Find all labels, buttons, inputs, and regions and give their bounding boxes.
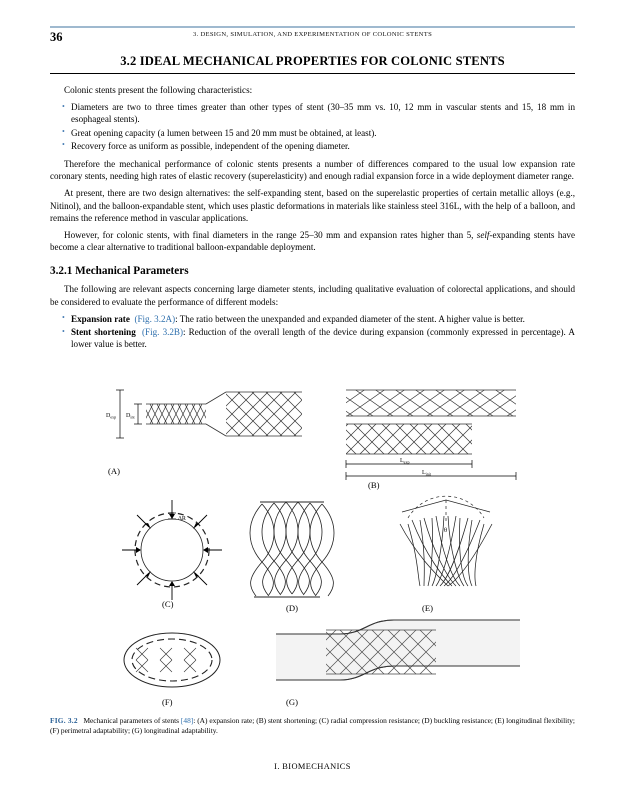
subsection-intro: The following are relevant aspects concerning large diameter stents, including qualitative evaluation of colorectal applications, and should be considered to evaluate the performance of different models: xyxy=(50,284,575,307)
panel-e-longitudinal-flexibility xyxy=(400,496,492,586)
panel-label-a: (A) xyxy=(108,466,120,476)
section-intro: Colonic stents present the following characteristics: xyxy=(64,85,253,95)
panel-f-perimetral-adaptability xyxy=(124,633,220,707)
list-item: • Great opening capacity (a lumen between 15 and 20 mm must be obtained, at least). xyxy=(62,127,575,139)
panel-g-longitudinal-adaptability xyxy=(276,620,520,707)
citation-link[interactable]: [48] xyxy=(180,716,194,725)
list-item: • Diameters are two to three times greater than other types of stent (30–35 mm vs. 10, 12 mm in vascular stents and 15, 18 mm in esophageal stents). xyxy=(62,101,575,125)
label-l-exp: $L_{exp}$ xyxy=(400,458,410,465)
mechanical-parameters-list xyxy=(50,313,575,351)
panel-label-b: (B) xyxy=(368,480,380,490)
page-number: 36 xyxy=(50,30,63,44)
panel-label-d: (D) xyxy=(286,603,298,613)
label-delta-r: ΔR xyxy=(178,516,186,522)
parameter-term: Stent shortening xyxy=(71,327,136,338)
label-d-int: $D_{int}$ xyxy=(126,413,135,420)
characteristics-list xyxy=(50,101,575,152)
list-item xyxy=(62,326,575,350)
figure-label: FIG. 3.2 xyxy=(50,716,78,725)
paragraph-1: Therefore the mechanical performance of colonic stents presents a number of differences compared to the usual low expansion rate coronary stents, needing high rates of elastic recovery (superelasticity) and enough radial expansion force in a wide deployment diameter range. xyxy=(50,159,575,182)
label-theta: θ xyxy=(444,527,448,534)
figure-reference-link[interactable]: (Fig. 3.2A) xyxy=(134,313,176,324)
label-l-init: $L_{init}$ xyxy=(422,470,432,477)
paragraph-2: At present, there are two design alternatives: the self-expanding stent, based on the superelastic properties of certain metallic alloys (e.g., Nitinol), and the balloon-expandable stent, which uses plastic deformations in materials like stainless steel 316L, with the help of a balloon, and remains the reference method in vascular applications. xyxy=(50,188,575,223)
panel-a-expansion-rate xyxy=(106,390,302,476)
figure-caption xyxy=(50,716,575,735)
panel-b-stent-shortening xyxy=(346,390,516,490)
article-content xyxy=(50,48,575,356)
section-title: 3.2 IDEAL MECHANICAL PROPERTIES FOR COLONIC STENTS xyxy=(120,54,505,68)
panel-label-c: (C) xyxy=(162,599,174,609)
panel-label-g: (G) xyxy=(286,697,298,707)
paragraph-3-pre: However, for colonic stents, with final diameters in the range 25–30 mm and expansion rates higher than 5, xyxy=(64,230,477,241)
parameter-text: : The ratio between the unexpanded and expanded diameter of the stent. A higher value is better. xyxy=(175,313,525,324)
panel-d-buckling-resistance xyxy=(250,502,334,597)
parameter-term: Expansion rate xyxy=(71,313,130,324)
panel-c-radial-compression xyxy=(122,500,222,609)
title-rule xyxy=(50,73,575,74)
figure-caption-pre: Mechanical parameters of stents xyxy=(83,716,181,725)
paragraph-3 xyxy=(50,229,575,253)
figure-caption-post: : (A) expansion rate; (B) stent shortening; (C) radial compression resistance; (D) buckling resistance; (E) longitudinal flexibility; (F) perimetral adaptability; (G) longitudinal adaptability. xyxy=(50,716,575,735)
figure-3-2 xyxy=(50,372,575,712)
figure-graphic xyxy=(50,372,575,712)
panel-label-e: (E) xyxy=(422,603,433,613)
header-rule xyxy=(50,26,575,28)
parameter-text: : Reduction of the overall length of the device during expansion (commonly expressed in percentage). A lower value is better. xyxy=(71,327,575,350)
list-item: • Recovery force as uniform as possible, independent of the opening diameter. xyxy=(62,140,575,152)
panel-label-f: (F) xyxy=(162,697,173,707)
paragraph-3-italic: self xyxy=(476,230,490,241)
page-footer: I. BIOMECHANICS xyxy=(274,762,351,771)
paragraph-3-post: -expanding stents have become a clear alternative to traditional balloon-expandable deployment. xyxy=(50,230,575,253)
figure-reference-link[interactable]: (Fig. 3.2B) xyxy=(142,327,184,338)
list-item xyxy=(62,313,575,325)
running-head: 3. DESIGN, SIMULATION, AND EXPERIMENTATION OF COLONIC STENTS xyxy=(192,31,433,38)
label-d-exp: $D_{exp}$ xyxy=(106,413,117,420)
subsection-title: 3.2.1 Mechanical Parameters xyxy=(50,265,189,278)
